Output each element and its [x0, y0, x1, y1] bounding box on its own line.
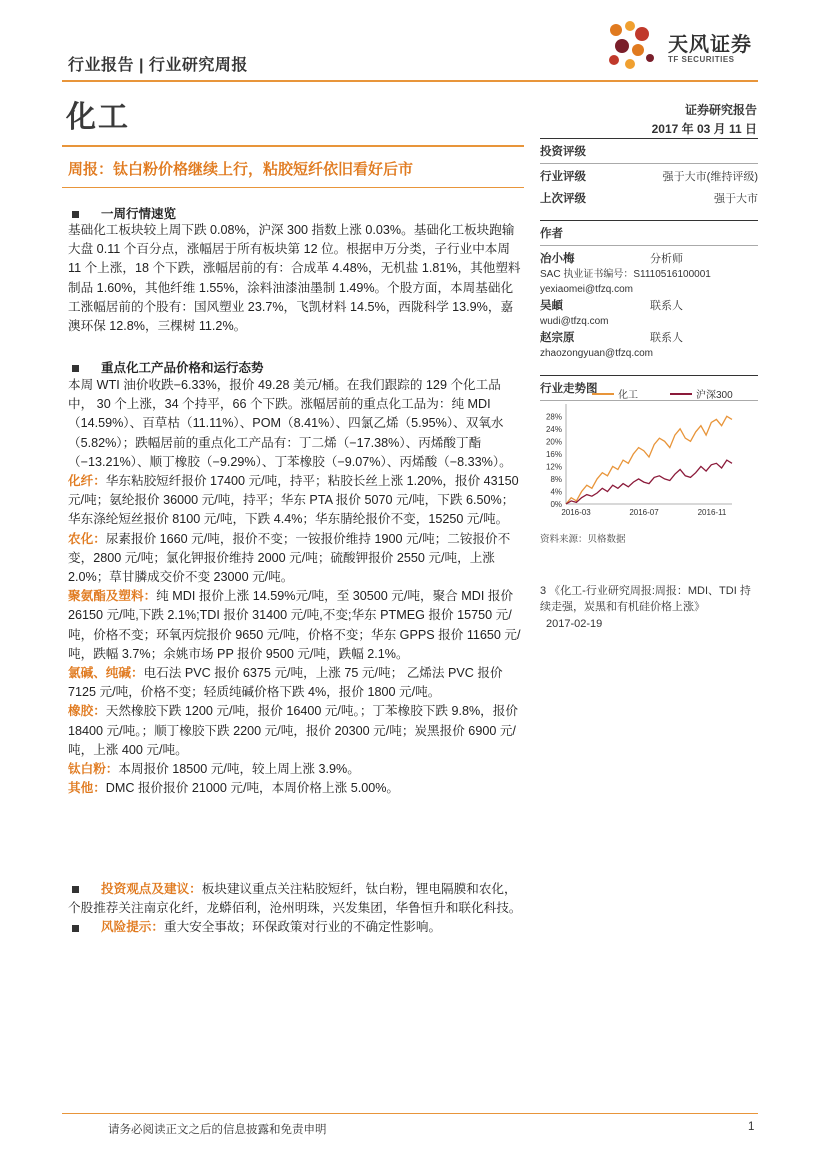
industry-rating-row: 行业评级 强于大市(维持评级) — [540, 171, 758, 183]
x-tick-label: 2016-03 — [561, 508, 591, 517]
related-report[interactable]: 3 《化工-行业研究周报:周报：MDI、TDI 持续走强，炭黑和有机硅价格上涨》 — [540, 585, 751, 613]
title-rule-bottom — [62, 187, 524, 188]
page-number: 1 — [748, 1121, 755, 1133]
sector-title: 化工 — [66, 101, 130, 134]
y-tick-label: 16% — [545, 449, 562, 459]
footer-rule — [62, 1113, 758, 1114]
last-rating-row: 上次评级 强于大市 — [540, 193, 758, 205]
x-tick-label: 2016-11 — [697, 508, 727, 517]
bullet-square-icon — [72, 211, 79, 218]
report-type: 证券研究报告 — [684, 103, 757, 117]
product-item: 化纤：华东粘胶短纤报价 17400 元/吨，持平；粘胶长丝上涨 1.20%，报价 43150 元/吨；氨纶报价 36000 元/吨，持平；华东 PTA 报价 5070 元/吨，下跌 6.50%；华东涤纶短丝报价 8100 元/吨，下跌 4.4%；华东腈纶报价不变，15250 元/吨。 — [68, 474, 519, 527]
products-body — [68, 376, 523, 798]
rating-heading: 投资评级 — [540, 146, 586, 158]
weekly-text: 基础化工板块较上周下跌 0.08%，沪深 300 指数上涨 0.03%。基础化工板块跑输大盘 0.11 个百分点，涨幅居于所有板块第 12 位。根据申万分类，子行业中本周 11 个上涨，18 个下跌，涨幅居前的有：合成革 4.48%，无机盐 1.81%，其他塑料制品 1.60%，其他纤维 1.55%，涂料油漆油墨制 1.49%。个股方面，本周基础化工涨幅居前的个股有：国风塑业 23.7%，飞凯材料 14.5%，西陇科学 13.9%，嘉澳环保 12.8%，三棵树 11.2%。 — [68, 223, 521, 334]
author-email[interactable]: yexiaomei@tfzq.com — [540, 284, 633, 295]
product-item: 其他：DMC 报价报价 21000 元/吨，本周价格上涨 5.00%。 — [68, 781, 399, 796]
footer-disclaimer: 请务必阅读正文之后的信息披露和免责申明 — [108, 1124, 327, 1136]
products-intro: 本周 WTI 油价收跌−6.33%，报价 49.28 美元/桶。在我们跟踪的 129 个化工品中， 30 个上涨，34 个持平，66 个下跌。涨幅居前的重点化工品为：纯 MDI（14.59%）、百草枯（11.11%）、POM（8.41%）、四氯乙烯（5.95%）、双氧水（5.82%）；跌幅居前的重点化工产品有：丁二烯（−17.38%）、丙烯酸丁酯（−13.21%）、顺丁橡胶（−9.29%）、丁苯橡胶（−9.07%）、丙烯酸（−8.33%）。 — [68, 378, 512, 469]
section-heading-weekly: 一周行情速览 — [68, 204, 176, 222]
product-item: 聚氨酯及塑料：纯 MDI 报价上涨 14.59%元/吨，至 30500 元/吨，聚合 MDI 报价 26150 元/吨,下跌 2.1%;TDI 报价 31400 元/吨,不变;华东 PTMEG 报价 15750 元/吨，价格不变；环氧丙烷报价 9650 元/吨，价格不变；华东 GPPS 报价 11650 元/吨，跌幅 3.7%；余姚市场 PP 报价 9500 元/吨，跌幅 2.1%。 — [68, 589, 521, 661]
related-report-date: 2017-02-19 — [546, 618, 603, 630]
y-tick-label: 4% — [550, 487, 562, 497]
legend-label: 化工 — [618, 390, 638, 401]
legend-label: 沪深300 — [696, 390, 733, 401]
section-heading-products: 重点化工产品价格和运行态势 — [68, 358, 264, 376]
product-item: 氯碱、纯碱：电石法 PVC 报价 6375 元/吨，上涨 75 元/吨； 乙烯法 PVC 报价 7125 元/吨，价格不变；轻质纯碱价格下跌 4%，报价 1800 元/吨。 — [68, 666, 503, 700]
bullet-square-icon — [72, 886, 79, 893]
series-line-hs300 — [566, 460, 732, 504]
author-email[interactable]: zhaozongyuan@tfzq.com — [540, 348, 653, 359]
y-tick-label: 28% — [545, 412, 562, 422]
y-tick-label: 24% — [545, 424, 562, 434]
logo-en: TF SECURITIES — [668, 55, 735, 64]
product-item: 橡胶：天然橡胶下跌 1200 元/吨，报价 16400 元/吨。；丁苯橡胶下跌 9.8%，报价 18400 元/吨。；顺丁橡胶下跌 2200 元/吨，报价 20300 元/吨；炭黑报价 6900 元/吨，上涨 400 元/吨。 — [68, 704, 518, 757]
y-tick-label: 20% — [545, 437, 562, 447]
trend-heading: 行业走势图 — [540, 383, 598, 395]
title-rule-top — [62, 145, 524, 147]
bullet-square-icon — [72, 365, 79, 372]
author-block: 冶小梅 分析师 SAC 执业证书编号：S1110516100001 yexiaomei@tfzq.com 吴頔 联系人 wudi@tfzq.com 赵宗原 联系人 zhaozongyuan@tfzq.com — [540, 246, 758, 361]
y-tick-label: 0% — [550, 500, 562, 509]
views-block: 投资观点及建议：板块建议重点关注粘胶短纤，钛白粉，锂电隔膜和农化，个股推荐关注南京化纤，龙蟒佰利，沧州明珠，兴发集团，华鲁恒升和联化科技。 风险提示：重大安全事故；环保政策对行业的不确定性影响。 — [68, 882, 522, 935]
series-line-chemical — [566, 416, 732, 504]
author-email[interactable]: wudi@tfzq.com — [540, 316, 609, 327]
product-item: 农化：尿素报价 1660 元/吨，报价不变；一铵报价维持 1900 元/吨；二铵报价不变，2800 元/吨；氯化钾报价维持 2000 元/吨；硫酸钾报价 2550 元/吨，上涨 2.0%；草甘膦成交价不变 23000 元/吨。 — [68, 531, 511, 585]
y-tick-label: 12% — [545, 462, 562, 472]
report-title: 周报：钛白粉价格继续上行，粘胶短纤依旧看好后市 — [68, 161, 414, 178]
report-date: 2017 年 03 月 11 日 — [651, 122, 757, 136]
y-tick-label: 8% — [550, 474, 562, 484]
report-category: 行业报告 | 行业研究周报 — [68, 57, 248, 74]
authors-heading: 作者 — [540, 228, 563, 240]
chart-source: 资料来源：贝格数据 — [540, 534, 626, 545]
header-rule — [62, 80, 758, 82]
logo-cn: 天风证券 — [668, 34, 752, 56]
industry-trend-chart — [540, 380, 758, 522]
sidebar — [540, 138, 758, 401]
x-tick-label: 2016-07 — [629, 508, 659, 517]
product-item: 钛白粉：本周报价 18500 元/吨，较上周上涨 3.9%。 — [68, 762, 360, 777]
bullet-square-icon — [72, 925, 79, 932]
